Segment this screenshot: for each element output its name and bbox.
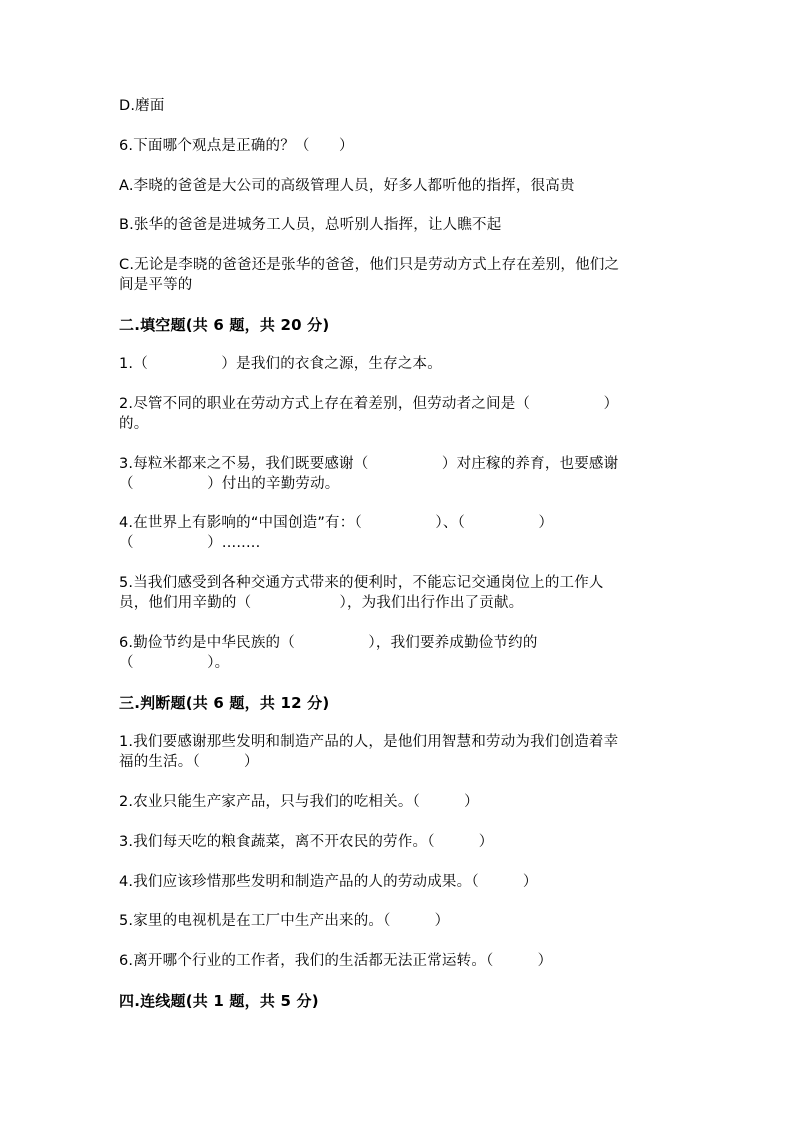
judge-q6: 6.离开哪个行业的工作者，我们的生活都无法正常运转。（ ） [119, 953, 553, 969]
judge-q5: 5.家里的电视机是在工厂中生产出来的。（ ） [119, 913, 450, 929]
fill-q4-line2: （ ）........ [119, 535, 261, 551]
judge-q2: 2.农业只能生产家产品，只与我们的吃相关。（ ） [119, 794, 479, 810]
fill-q1: 1.（ ）是我们的衣食之源，生存之本。 [119, 356, 442, 372]
q6-option-c-line2: 间是平等的 [119, 277, 193, 293]
fill-q6-line1: 6.勤俭节约是中华民族的（ ），我们要养成勤俭节约的 [119, 635, 538, 651]
q5-option-d: D.磨面 [119, 98, 165, 114]
judge-q1-line1: 1.我们要感谢那些发明和制造产品的人，是他们用智慧和劳动为我们创造着幸 [119, 734, 619, 750]
fill-q2-line2: 的。 [119, 416, 149, 432]
q6-option-b: B.张华的爸爸是进城务工人员，总听别人指挥，让人瞧不起 [119, 217, 502, 233]
fill-q4-line1: 4.在世界上有影响的“中国创造”有：（ ）、（ ） [119, 515, 554, 531]
section2-heading: 二.填空题(共 6 题，共 20 分) [119, 316, 330, 334]
judge-q3: 3.我们每天吃的粮食蔬菜，离不开农民的劳作。（ ） [119, 834, 494, 850]
fill-q3-line2: （ ）付出的辛勤劳动。 [119, 476, 340, 492]
section3-heading: 三.判断题(共 6 题，共 12 分) [119, 694, 330, 712]
q6-question: 6.下面哪个观点是正确的？（ ） [119, 138, 354, 154]
fill-q5-line2: 员，他们用辛勤的（ ），为我们出行作出了贡献。 [119, 595, 524, 611]
q6-option-a: A.李晓的爸爸是大公司的高级管理人员，好多人都听他的指挥，很高贵 [119, 178, 575, 194]
fill-q3-line1: 3.每粒米都来之不易，我们既要感谢（ ）对庄稼的养育，也要感谢 [119, 456, 619, 472]
q6-option-c-line1: C.无论是李晓的爸爸还是张华的爸爸，他们只是劳动方式上存在差别，他们之 [119, 257, 620, 273]
judge-q1-line2: 福的生活。（ ） [119, 754, 259, 770]
fill-q5-line1: 5.当我们感受到各种交通方式带来的便利时，不能忘记交通岗位上的工作人 [119, 575, 604, 591]
fill-q6-line2: （ ）。 [119, 655, 230, 671]
section4-heading: 四.连线题(共 1 题，共 5 分) [119, 992, 319, 1010]
judge-q4: 4.我们应该珍惜那些发明和制造产品的人的劳动成果。（ ） [119, 874, 538, 890]
fill-q2-line1: 2.尽管不同的职业在劳动方式上存在着差别，但劳动者之间是（ ） [119, 396, 619, 412]
